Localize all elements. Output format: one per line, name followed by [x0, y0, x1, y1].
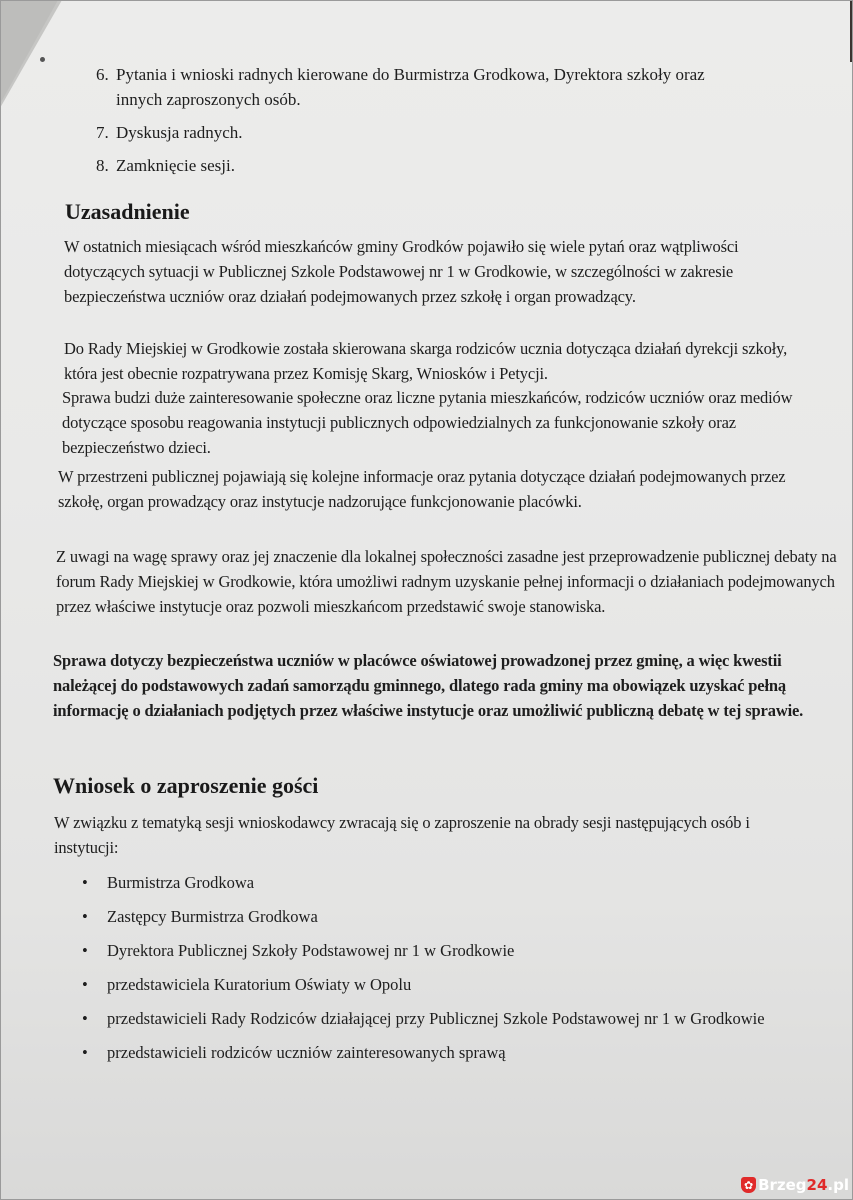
agenda-item-number: 6.	[96, 65, 109, 84]
agenda-list	[96, 62, 736, 186]
watermark-text-pl: .pl	[827, 1176, 849, 1194]
guests-heading: Wniosek o zaproszenie gości	[53, 773, 319, 798]
justification-paragraph: W ostatnich miesiącach wśród mieszkańców gminy Grodków pojawiło się wiele pytań oraz wątpliwości dotyczących sytuacji w Publicznej Szkole Podstawowej nr 1 w Grodkowie, w szczególności w zakresie bezpieczeństwa uczniów oraz działań podejmowanych przez szkołę i organ prowadzący.	[64, 237, 739, 306]
guest-name: Burmistrza Grodkowa	[107, 873, 255, 892]
guest-name: przedstawiciela Kuratorium Oświaty w Opolu	[107, 975, 412, 994]
guest-name: przedstawicieli rodziców uczniów zainteresowanych sprawą	[107, 1043, 506, 1062]
agenda-item-text: Dyskusja radnych.	[116, 123, 243, 142]
agenda-item	[96, 153, 736, 178]
bullet-icon: •	[82, 1009, 88, 1028]
guest-list-item	[82, 938, 782, 963]
bullet-icon: •	[82, 907, 88, 926]
watermark-text-brzeg: Brzeg	[758, 1176, 807, 1194]
justification-paragraph: Do Rady Miejskiej w Grodkowie została skierowana skarga rodziców ucznia dotycząca działań dyrekcji szkoły, która jest obecnie rozpatrywana przez Komisję Skarg, Wniosków i Petycji.	[64, 339, 788, 383]
brzeg24-logo-icon: ✿	[741, 1177, 756, 1193]
guest-list	[82, 870, 782, 1074]
guest-name: Zastępcy Burmistrza Grodkowa	[107, 907, 318, 926]
guest-name: przedstawicieli Rady Rodziców działającej przy Publicznej Szkole Podstawowej nr 1 w Grodkowie	[107, 1009, 765, 1028]
bullet-icon: •	[82, 941, 88, 960]
agenda-item	[96, 62, 736, 112]
agenda-item-number: 7.	[96, 123, 109, 142]
guest-list-item	[82, 1006, 782, 1031]
staple-icon	[40, 57, 45, 62]
agenda-item-number: 8.	[96, 156, 109, 175]
agenda-item-text: Zamknięcie sesji.	[116, 156, 235, 175]
watermark-text-24: 24	[806, 1176, 828, 1194]
justification-paragraph: W przestrzeni publicznej pojawiają się kolejne informacje oraz pytania dotyczące działań podejmowanych przez szkołę, organ prowadzący oraz instytucje nadzorujące funkcjonowanie placówki.	[58, 467, 786, 511]
bullet-icon: •	[82, 975, 88, 994]
guest-name: Dyrektora Publicznej Szkoły Podstawowej nr 1 w Grodkowie	[107, 941, 515, 960]
agenda-item	[96, 120, 736, 145]
guests-intro: W związku z tematyką sesji wnioskodawcy zwracają się o zaproszenie na obrady sesji następujących osób i instytucji:	[54, 813, 750, 857]
guest-list-item	[82, 1040, 782, 1065]
bullet-icon: •	[82, 873, 88, 892]
justification-paragraph: Sprawa budzi duże zainteresowanie społeczne oraz liczne pytania mieszkańców, rodziców uczniów oraz mediów dotyczące sposobu reagowania instytucji publicznych odpowiedzialnych za funkcjonowanie szkoły oraz bezpieczeństwo dzieci.	[62, 388, 793, 457]
guest-list-item	[82, 870, 782, 895]
bullet-icon: •	[82, 1043, 88, 1062]
justification-bold-paragraph: Sprawa dotyczy bezpieczeństwa uczniów w placówce oświatowej prowadzonej przez gminę, a więc kwestii należącej do podstawowych zadań samorządu gminnego, dlatego rada gminy ma obowiązek uzyskać pełną informację o działaniach podjętych przez właściwe instytucje oraz umożliwić publiczną debatę w tej sprawie.	[53, 651, 804, 720]
justification-heading: Uzasadnienie	[65, 199, 190, 224]
guest-list-item	[82, 904, 782, 929]
folded-page-corner	[0, 0, 58, 104]
guest-list-item	[82, 972, 782, 997]
brzeg24-watermark	[741, 1176, 849, 1194]
justification-paragraph: Z uwagi na wagę sprawy oraz jej znaczenie dla lokalnej społeczności zasadne jest przeprowadzenie publicznej debaty na forum Rady Miejskiej w Grodkowie, która umożliwi radnym uzyskanie pełnej informacji o działaniach podejmowanych przez właściwe instytucje oraz pozwoli mieszkańcom przedstawić swoje stanowiska.	[56, 547, 837, 616]
agenda-item-text: Pytania i wnioski radnych kierowane do Burmistrza Grodkowa, Dyrektora szkoły oraz innych zaproszonych osób.	[116, 65, 705, 109]
